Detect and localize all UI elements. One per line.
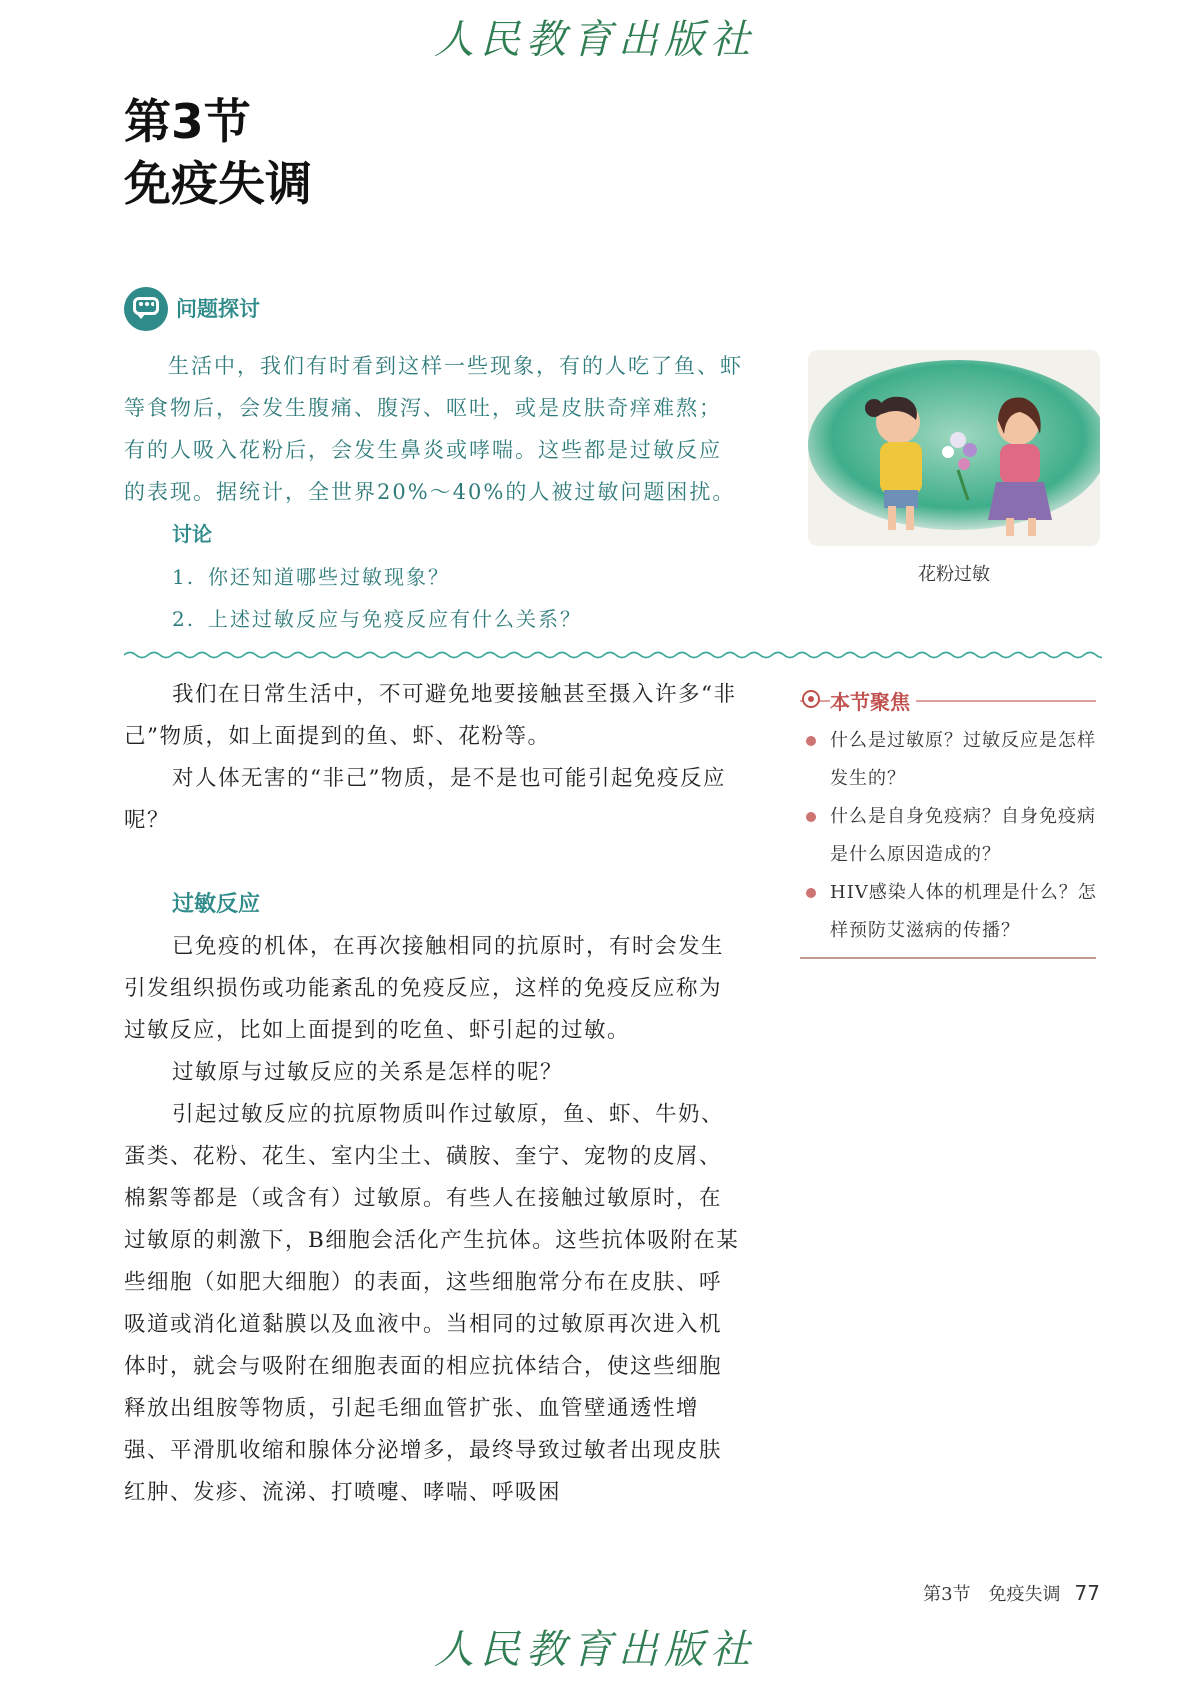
- body-paragraph: 已免疫的机体，在再次接触相同的抗原时，有时会发生引发组织损伤或功能紊乱的免疫反应，这样的免疫反应称为过敏反应，比如上面提到的吃鱼、虾引起的过敏。: [124, 934, 725, 1043]
- focus-item: 什么是过敏原？过敏反应是怎样发生的？: [800, 722, 1100, 798]
- page-footer: [923, 1580, 1100, 1606]
- focus-item: 什么是自身免疫病？自身免疫病是什么原因造成的？: [800, 798, 1100, 874]
- figure-caption: 花粉过敏: [918, 564, 990, 585]
- intro-text: [124, 674, 744, 842]
- problem-paragraph: 生活中，我们有时看到这样一些现象，有的人吃了鱼、虾等食物后，会发生腹痛、腹泻、呕吐，或是皮肤奇痒难熬；有的人吸入花粉后，会发生鼻炎或哮喘。这些都是过敏反应的表现。据统计，全世界20%～40%的人被过敏问题困扰。: [124, 354, 743, 504]
- body-question: 过敏原与过敏反应的关系是怎样的呢？: [172, 1060, 564, 1085]
- bullet-icon: [806, 888, 816, 898]
- pollen-allergy-illustration: [808, 350, 1100, 546]
- intro-paragraph: 对人体无害的“非己”物质，是不是也可能引起免疫反应呢？: [124, 766, 726, 833]
- publisher-footer: [0, 1618, 1190, 1675]
- publisher-header: [0, 8, 1190, 65]
- main-text: [124, 926, 744, 1514]
- section-name: 免疫失调: [124, 157, 312, 212]
- publisher-logo: 人民教育出版社: [434, 1627, 756, 1673]
- focus-list: [800, 722, 1100, 950]
- focus-bottom-rule: [800, 957, 1096, 959]
- wave-divider: [124, 650, 1102, 660]
- footer-label: 第3节 免疫失调: [923, 1584, 1061, 1605]
- bullet-icon: [806, 736, 816, 746]
- bullet-icon: [806, 812, 816, 822]
- section-number: 第3节: [124, 95, 251, 150]
- publisher-logo: 人民教育出版社: [434, 17, 756, 63]
- intro-paragraph: 我们在日常生活中，不可避免地要接触甚至摄入许多“非己”物质，如上面提到的鱼、虾、花粉等。: [124, 682, 737, 749]
- focus-title: 本节聚焦: [830, 686, 916, 715]
- page-title: [124, 92, 312, 216]
- body-paragraph: 引起过敏反应的抗原物质叫作过敏原，鱼、虾、牛奶、蛋类、花粉、花生、室内尘土、磺胺、奎宁、宠物的皮屑、棉絮等都是（或含有）过敏原。有些人在接触过敏原时，在过敏原的刺激下，B细胞会活化产生抗体。这些抗体吸附在某些细胞（如肥大细胞）的表面，这些细胞常分布在皮肤、呼吸道或消化道黏膜以及血液中。当相同的过敏原再次进入机体时，就会与吸附在细胞表面的相应抗体结合，使这些细胞释放出组胺等物质，引起毛细血管扩张、血管壁通透性增强、平滑肌收缩和腺体分泌增多，最终导致过敏者出现皮肤红肿、发疹、流涕、打喷嚏、哮喘、呼吸困: [124, 1102, 740, 1505]
- discuss-question: 2. 上述过敏反应与免疫反应有什么关系？: [172, 607, 582, 631]
- discuss-list: [172, 556, 582, 640]
- section-heading-allergy: 过敏反应: [172, 892, 261, 917]
- focus-item: HIV感染人体的机理是什么？怎样预防艾滋病的传播？: [800, 874, 1100, 950]
- page-number: 77: [1074, 1581, 1100, 1605]
- problem-heading: 问题探讨: [176, 297, 260, 321]
- discuss-question: 1. 你还知道哪些过敏现象？: [172, 565, 450, 589]
- discussion-icon: [124, 287, 168, 331]
- discuss-label: 讨论: [172, 522, 212, 546]
- target-icon: [802, 690, 820, 708]
